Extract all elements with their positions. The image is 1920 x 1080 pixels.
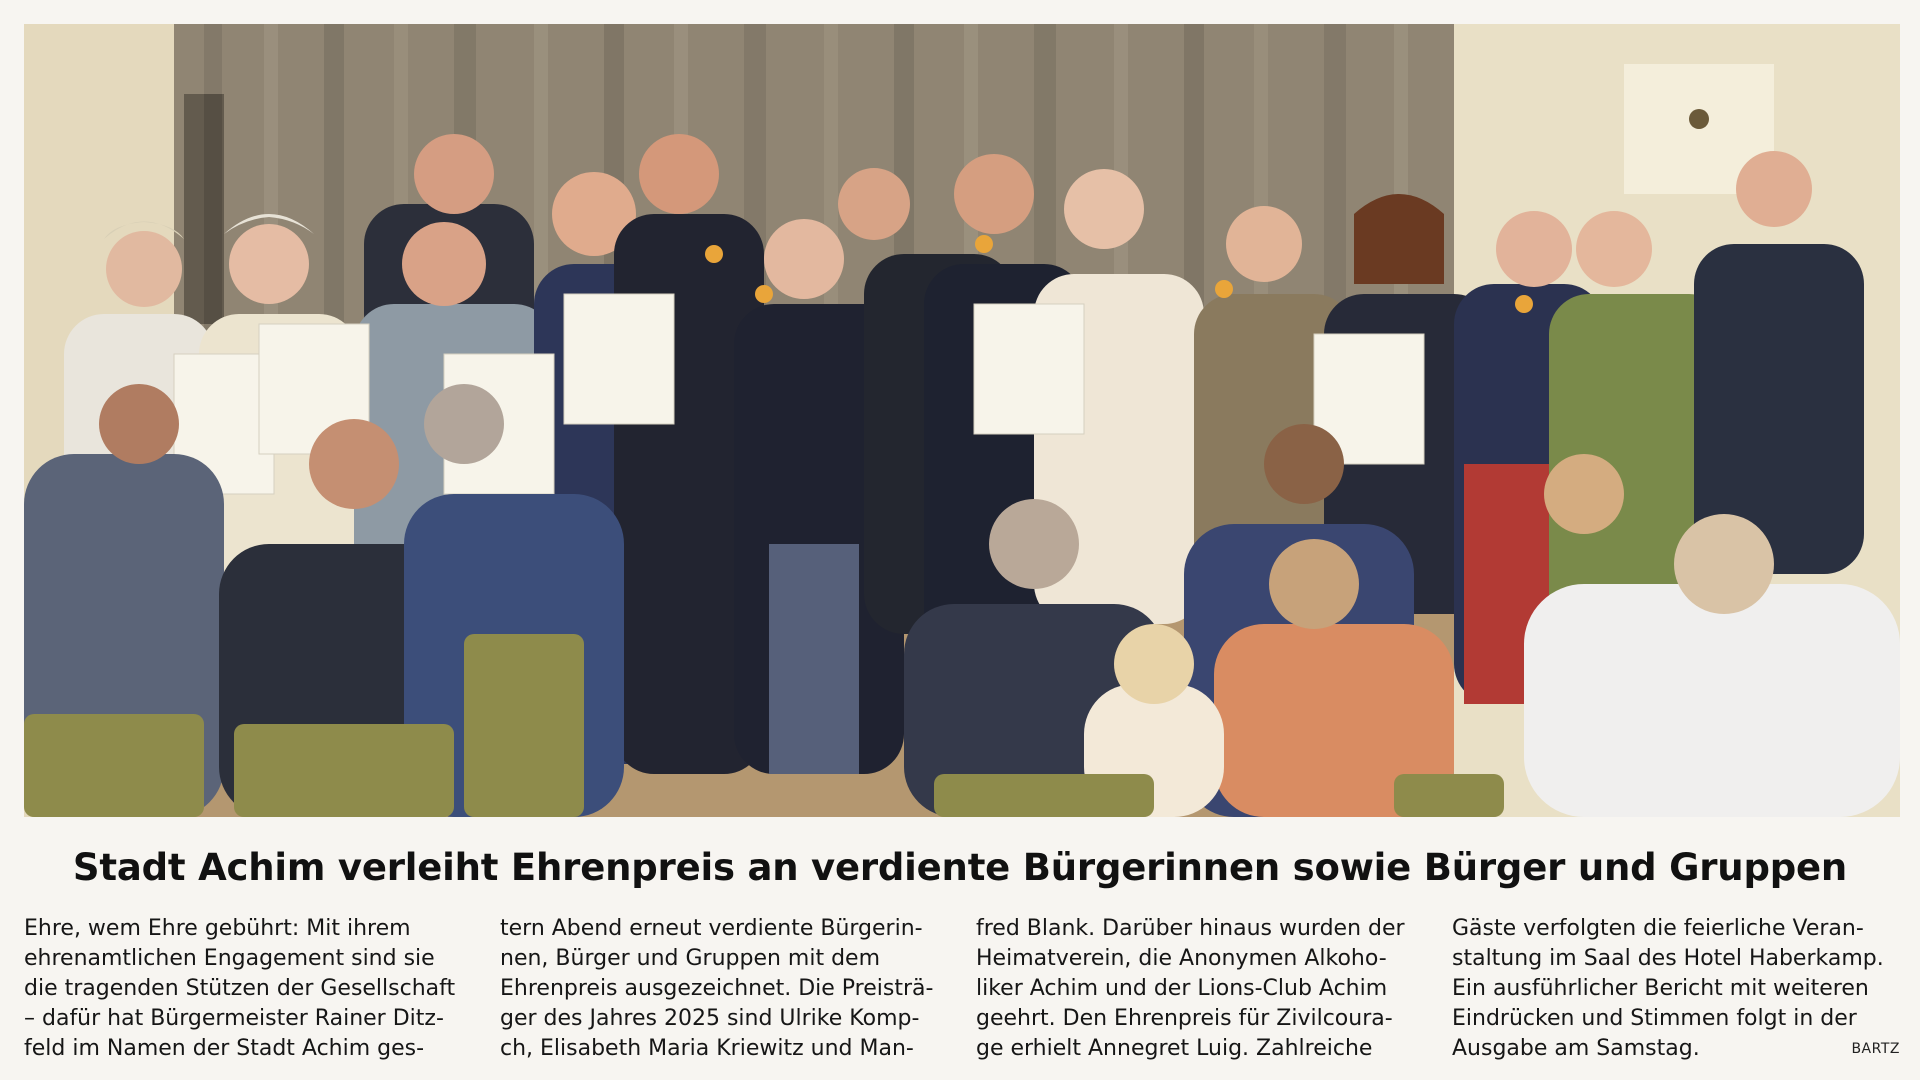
photo-credit: BARTZ [1851, 1041, 1900, 1057]
article-column-4 [1452, 914, 1904, 1064]
text-line: Heimatverein, die Anonymen Alkoho- [976, 946, 1387, 971]
text-line: ch, Elisabeth Maria Kriewitz und Man- [500, 1036, 914, 1061]
article-column-2 [500, 914, 952, 1064]
text-line: nen, Bürger und Gruppen mit dem [500, 946, 881, 971]
text-line: ger des Jahres 2025 sind Ulrike Komp- [500, 1006, 920, 1031]
text-line: Ein ausführlicher Bericht mit weiteren [1452, 976, 1869, 1001]
text-line: staltung im Saal des Hotel Haberkamp. [1452, 946, 1884, 971]
article-body [24, 914, 1900, 1074]
text-line: die tragenden Stützen der Gesellschaft [24, 976, 456, 1001]
text-line: feld im Namen der Stadt Achim ges- [24, 1036, 425, 1061]
text-line: Ausgabe am Samstag. [1452, 1036, 1700, 1061]
text-line: tern Abend erneut verdiente Bürgerin- [500, 916, 923, 941]
text-line: Ehrenpreis ausgezeichnet. Die Preisträ- [500, 976, 934, 1001]
headline: Stadt Achim verleiht Ehrenpreis an verdiente Bürgerinnen sowie Bürger und Gruppen [72, 846, 1848, 889]
text-line: Ehre, wem Ehre gebührt: Mit ihrem [24, 916, 411, 941]
article-column-3 [976, 914, 1428, 1064]
text-line: ge erhielt Annegret Luig. Zahlreiche [976, 1036, 1373, 1061]
text-line: – dafür hat Bürgermeister Rainer Ditz- [24, 1006, 444, 1031]
text-line: fred Blank. Darüber hinaus wurden der [976, 916, 1405, 941]
text-line: liker Achim und der Lions-Club Achim [976, 976, 1388, 1001]
article-column-1 [24, 914, 476, 1064]
text-line: Eindrücken und Stimmen folgt in der [1452, 1006, 1857, 1031]
text-line: ehrenamtlichen Engagement sind sie [24, 946, 435, 971]
text-line: Gäste verfolgten die feierliche Veran- [1452, 916, 1864, 941]
award-ceremony-photo [24, 24, 1900, 817]
text-line: geehrt. Den Ehrenpreis für Zivilcoura- [976, 1006, 1393, 1031]
